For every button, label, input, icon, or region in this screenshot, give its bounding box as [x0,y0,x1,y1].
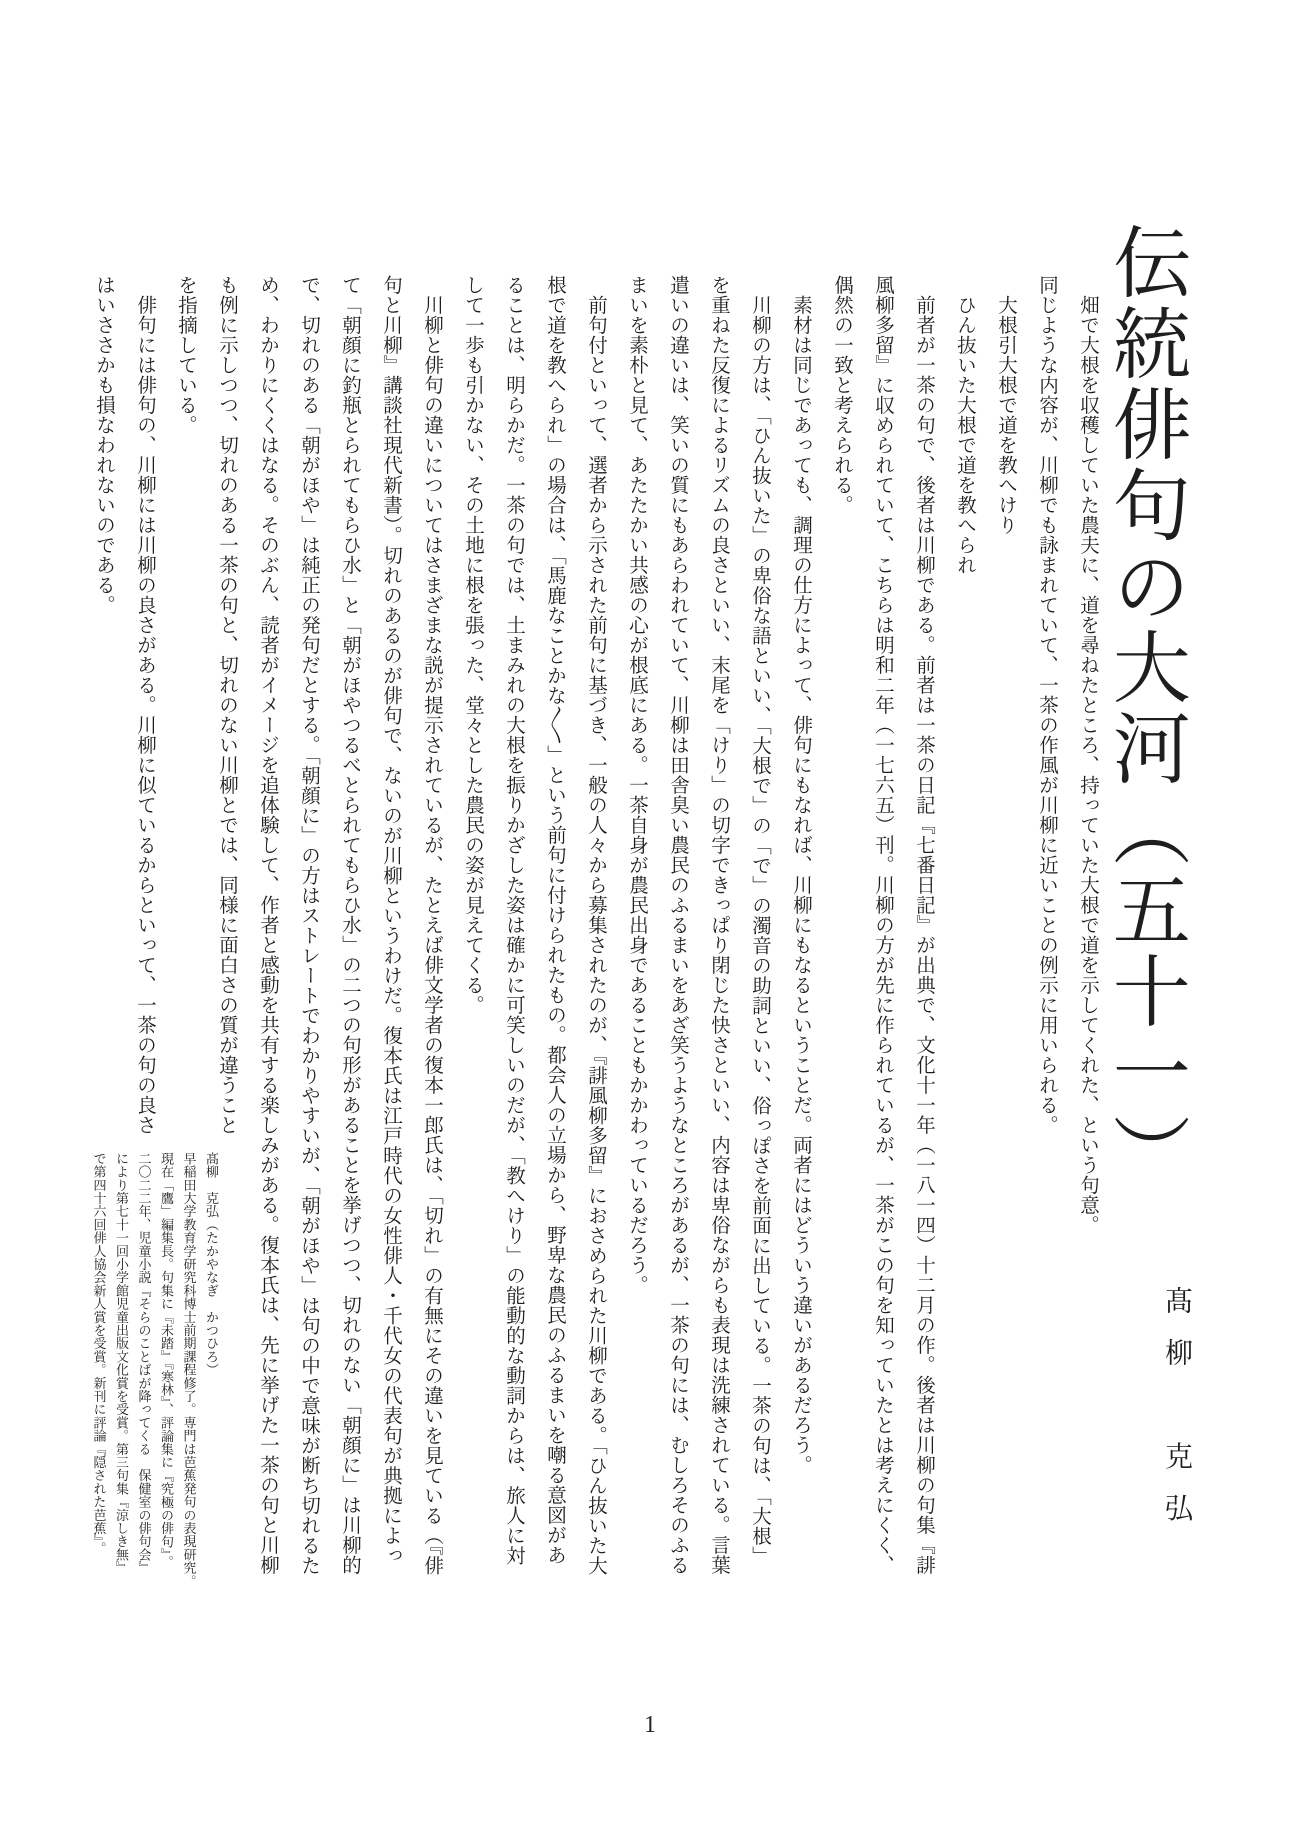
essay-line: を指摘している。 [175,275,196,435]
essay-line: も例に示しつつ、切れのある一茶の句と、切れのない川柳とでは、同様に面白さの質が違うこと [216,275,237,1135]
author-name: 髙柳 克弘 [1161,1286,1192,1545]
essay-line: て「朝顔に釣瓶とられてもらひ水」と「朝がほやつるべとられてもらひ水」の二つの句形があることを挙げつつ、切れのない「朝顔に」は川柳的 [339,275,360,1575]
essay-line: 同じような内容が、川柳でも詠まれていて、一茶の作風が川柳に近いことの例示に用いられる。 [1036,275,1057,1135]
essay-line: 遣いの違いは、笑いの質にもあらわれていて、川柳は田舎臭い農民のふるまいをあざ笑うようなところがあるが、一茶の句には、むしろそのふる [667,275,688,1575]
essay-line: 前句付といって、選者から示された前句に基づき、一般の人々から募集されたのが、『誹風柳多留』におさめられた川柳である。「ひん抜いた大 [585,295,606,1576]
essay-line: で、切れのある「朝がほや」は純正の発句だとする。「朝顔に」の方はストレートでわかりやすいが、「朝がほや」は句の中で意味が断ち切れるた [298,275,319,1576]
bio-line: により第七十一回小学館児童出版文化賞を受賞。第三句集『涼しき無』 [114,1152,129,1575]
essay-line: 素材は同じであっても、調理の仕方によって、俳句にもなれば、川柳にもなるということだ。両者にはどういう違いがあるだろう。 [790,295,811,1475]
essay-line: 句と川柳』講談社現代新書）。切れのあるのが俳句で、ないのが川柳というわけだ。復本氏は江戸時代の女性俳人・千代女の代表句が典拠によっ [380,275,401,1566]
essay-line: して一歩も引かない、その土地に根を張った、堂々とした農民の姿が見えてくる。 [462,275,483,1015]
essay-line: 畑で大根を収穫していた農夫に、道を尋ねたところ、持っていた大根で道を示してくれた、という句意。 [1077,295,1098,1235]
essay-line: 川柳の方は、「ひん抜いた」の卑俗な語といい、「大根で」の「で」の濁音の助詞といい、俗っぽさを前面に出している。一茶の句は、「大根」 [749,295,770,1566]
essay-line: 俳句には俳句の、川柳には川柳の良さがある。川柳に似ているからといって、一茶の句の良さ [134,295,155,1135]
page-title: 伝統俳句の大河（五十一） [1101,222,1189,1194]
essay-line: まいを素朴と見て、あたたかい共感の心が根底にある。一茶自身が農民出身であることもかかわっているだろう。 [626,275,647,1295]
essay-body [76,275,1108,1605]
bio-line: 早稲田大学教育学研究科博士前期課程修了。専門は芭蕉発句の表現研究。 [181,1152,197,1588]
verse-line: 大根引大根で道を教へけり [995,295,1016,535]
bio-line: 現在「鷹」編集長。句集に『未踏』『寒林』、評論集に『究極の俳句』。 [159,1152,174,1569]
essay-line: 偶然の一致と考えられる。 [831,275,852,515]
essay-line: を重ねた反復によるリズムの良さといい、末尾を「けり」の切字できっぱり閉じた快さといい、内容は卑俗ながらも表現は洗練されている。言葉 [708,275,729,1575]
verse-line: ひん抜いた大根で道を教へられ [954,295,975,575]
essay-line: はいささかも損なわれないのである。 [93,275,114,615]
page-number: 1 [644,1712,656,1738]
essay-line: め、わかりにくくはなる。そのぶん、読者がイメージを追体験して、作者と感動を共有する楽しみがある。復本氏は、先に挙げた一茶の句と川柳 [257,275,278,1575]
bio-line: 二〇二二年、児童小説『そらのことばが降ってくる 保健室の俳句会』 [136,1152,152,1575]
essay-line: 風柳多留』に収められていて、こちらは明和二年（一七六五）刊。川柳の方が先に作られているが、一茶がこの句を知っていたとは考えにくく、 [872,275,893,1575]
bio-author-line: 髙柳 克弘（たかやなぎ かつひろ） [204,1152,219,1377]
essay-line: ることは、明らかだ。一茶の句では、土まみれの大根を振りかざした姿は確かに可笑しいのだが、「教へけり」の能動的な動詞からは、旅人に対 [503,275,524,1566]
bio-line: で第四十六回俳人協会新人賞を受賞。新刊に評論『隠された芭蕉』。 [91,1152,107,1555]
essay-line: 根で道を教へられ」の場合は、「馬鹿なことかな〱」という前句に付けられたもの。都会人の立場から、野卑な農民のふるまいを嘲る意図があ [544,275,565,1565]
essay-line: 前者が一茶の句で、後者は川柳である。前者は一茶の日記『七番日記』が出典で、文化十一年（一八一四）十二月の作。後者は川柳の句集『誹 [913,295,934,1575]
essay-line: 川柳と俳句の違いについてはさまざまな説が提示されているが、たとえば俳文学者の復本一郎氏は、「切れ」の有無にその違いを見ている（『俳 [421,295,442,1576]
author-bio [87,1152,222,1602]
